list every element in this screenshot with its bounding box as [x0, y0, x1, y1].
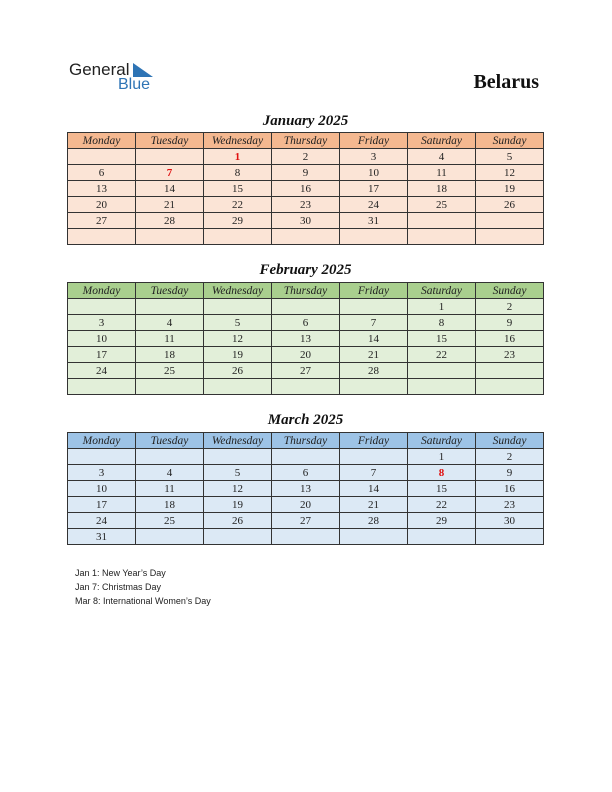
week-row: [68, 331, 544, 347]
day-cell: 19: [204, 347, 272, 363]
weekday-header: Sunday: [476, 433, 544, 449]
holiday-note: Jan 7: Christmas Day: [75, 582, 162, 592]
day-cell: 1: [204, 149, 272, 165]
day-cell: [476, 529, 544, 545]
weekday-header: Saturday: [408, 283, 476, 299]
weekday-header: Wednesday: [204, 133, 272, 149]
day-cell: 18: [136, 347, 204, 363]
day-cell: 12: [204, 331, 272, 347]
day-cell: 2: [272, 149, 340, 165]
day-cell: 6: [272, 315, 340, 331]
day-cell: 20: [68, 197, 136, 213]
weekday-header: Wednesday: [204, 283, 272, 299]
day-cell: 12: [476, 165, 544, 181]
day-cell: 20: [272, 497, 340, 513]
weekday-header: Thursday: [272, 133, 340, 149]
day-cell: 9: [476, 315, 544, 331]
day-cell: [136, 149, 204, 165]
day-cell: 13: [272, 481, 340, 497]
day-cell: 3: [68, 315, 136, 331]
day-cell: [272, 379, 340, 395]
day-cell: 4: [136, 465, 204, 481]
day-cell: [272, 449, 340, 465]
day-cell: 16: [476, 331, 544, 347]
day-cell: 24: [68, 513, 136, 529]
day-cell: 14: [340, 331, 408, 347]
day-cell: 3: [340, 149, 408, 165]
day-cell: [476, 229, 544, 245]
week-row: [68, 299, 544, 315]
calendar-january: [67, 132, 544, 245]
day-cell: 19: [204, 497, 272, 513]
day-cell: [136, 229, 204, 245]
weekday-header-row: [68, 283, 544, 299]
day-cell: 5: [204, 465, 272, 481]
weekday-header: Saturday: [408, 133, 476, 149]
day-cell: [476, 379, 544, 395]
day-cell: 25: [408, 197, 476, 213]
day-cell: 23: [272, 197, 340, 213]
day-cell: 15: [408, 331, 476, 347]
day-cell: 18: [408, 181, 476, 197]
week-row: [68, 529, 544, 545]
day-cell: 23: [476, 347, 544, 363]
day-cell: [204, 449, 272, 465]
day-cell: 17: [340, 181, 408, 197]
day-cell: [204, 379, 272, 395]
day-cell: 31: [340, 213, 408, 229]
holiday-note: Jan 1: New Year’s Day: [75, 568, 166, 578]
day-cell: 16: [476, 481, 544, 497]
day-cell: 10: [340, 165, 408, 181]
day-cell: [204, 529, 272, 545]
logo-text-blue: Blue: [118, 76, 151, 93]
day-cell: 28: [340, 363, 408, 379]
day-cell: 27: [272, 513, 340, 529]
week-row: [68, 347, 544, 363]
week-row: [68, 465, 544, 481]
weekday-header: Saturday: [408, 433, 476, 449]
day-cell: [68, 299, 136, 315]
day-cell: 8: [408, 465, 476, 481]
day-cell: 26: [204, 363, 272, 379]
week-row: [68, 449, 544, 465]
day-cell: [272, 529, 340, 545]
holiday-notes: [75, 566, 211, 608]
day-cell: 10: [68, 481, 136, 497]
day-cell: 9: [272, 165, 340, 181]
day-cell: 10: [68, 331, 136, 347]
day-cell: 15: [204, 181, 272, 197]
day-cell: 3: [68, 465, 136, 481]
day-cell: [68, 449, 136, 465]
day-cell: 27: [272, 363, 340, 379]
day-cell: 26: [204, 513, 272, 529]
day-cell: [340, 449, 408, 465]
day-cell: 24: [68, 363, 136, 379]
day-cell: [272, 229, 340, 245]
day-cell: 25: [136, 363, 204, 379]
day-cell: 20: [272, 347, 340, 363]
weekday-header-row: [68, 433, 544, 449]
weekday-header: Thursday: [272, 283, 340, 299]
logo-text-general: General: [69, 60, 130, 79]
day-cell: 6: [272, 465, 340, 481]
weekday-header: Tuesday: [136, 433, 204, 449]
day-cell: 2: [476, 449, 544, 465]
calendar-february: [67, 282, 544, 395]
day-cell: 7: [136, 165, 204, 181]
day-cell: [68, 379, 136, 395]
day-cell: 1: [408, 449, 476, 465]
month-title-march: March 2025: [267, 412, 344, 428]
day-cell: [136, 449, 204, 465]
day-cell: 25: [136, 513, 204, 529]
weekday-header: Sunday: [476, 133, 544, 149]
day-cell: [408, 363, 476, 379]
day-cell: 21: [340, 497, 408, 513]
day-cell: 28: [136, 213, 204, 229]
logo-flag-icon: [133, 63, 153, 77]
day-cell: 2: [476, 299, 544, 315]
day-cell: 26: [476, 197, 544, 213]
day-cell: 23: [476, 497, 544, 513]
day-cell: 27: [68, 213, 136, 229]
day-cell: 21: [340, 347, 408, 363]
week-row: [68, 379, 544, 395]
day-cell: [68, 149, 136, 165]
day-cell: 12: [204, 481, 272, 497]
week-row: [68, 513, 544, 529]
day-cell: 11: [408, 165, 476, 181]
day-cell: [136, 529, 204, 545]
weekday-header: Monday: [68, 433, 136, 449]
day-cell: 24: [340, 197, 408, 213]
day-cell: [340, 299, 408, 315]
day-cell: 8: [204, 165, 272, 181]
day-cell: 7: [340, 315, 408, 331]
week-row: [68, 165, 544, 181]
day-cell: 6: [68, 165, 136, 181]
day-cell: 29: [204, 213, 272, 229]
day-cell: [408, 379, 476, 395]
holiday-note: Mar 8: International Women’s Day: [75, 596, 211, 606]
month-title-february: February 2025: [259, 262, 352, 278]
day-cell: [340, 229, 408, 245]
day-cell: 7: [340, 465, 408, 481]
day-cell: 11: [136, 331, 204, 347]
day-cell: 5: [476, 149, 544, 165]
week-row: [68, 229, 544, 245]
week-row: [68, 481, 544, 497]
weekday-header: Monday: [68, 283, 136, 299]
weekday-header: Thursday: [272, 433, 340, 449]
day-cell: 4: [408, 149, 476, 165]
weekday-header-row: [68, 133, 544, 149]
day-cell: 1: [408, 299, 476, 315]
day-cell: [340, 529, 408, 545]
weekday-header: Sunday: [476, 283, 544, 299]
day-cell: 19: [476, 181, 544, 197]
day-cell: [136, 299, 204, 315]
weekday-header: Tuesday: [136, 283, 204, 299]
week-row: [68, 197, 544, 213]
day-cell: 13: [68, 181, 136, 197]
day-cell: 18: [136, 497, 204, 513]
weekday-header: Monday: [68, 133, 136, 149]
day-cell: [408, 213, 476, 229]
weekday-header: Friday: [340, 283, 408, 299]
day-cell: 17: [68, 497, 136, 513]
week-row: [68, 363, 544, 379]
month-title-january: January 2025: [262, 113, 349, 129]
day-cell: [204, 229, 272, 245]
week-row: [68, 149, 544, 165]
day-cell: 4: [136, 315, 204, 331]
day-cell: 28: [340, 513, 408, 529]
weekday-header: Tuesday: [136, 133, 204, 149]
week-row: [68, 213, 544, 229]
day-cell: 21: [136, 197, 204, 213]
day-cell: 15: [408, 481, 476, 497]
day-cell: 8: [408, 315, 476, 331]
week-row: [68, 315, 544, 331]
day-cell: 30: [476, 513, 544, 529]
day-cell: [476, 213, 544, 229]
weekday-header: Friday: [340, 433, 408, 449]
day-cell: 11: [136, 481, 204, 497]
weekday-header: Wednesday: [204, 433, 272, 449]
day-cell: 14: [340, 481, 408, 497]
day-cell: 14: [136, 181, 204, 197]
day-cell: 5: [204, 315, 272, 331]
day-cell: 22: [408, 347, 476, 363]
brand-logo: [69, 60, 169, 96]
day-cell: [476, 363, 544, 379]
day-cell: 22: [408, 497, 476, 513]
weekday-header: Friday: [340, 133, 408, 149]
day-cell: [204, 299, 272, 315]
day-cell: 9: [476, 465, 544, 481]
day-cell: 17: [68, 347, 136, 363]
week-row: [68, 497, 544, 513]
day-cell: 31: [68, 529, 136, 545]
day-cell: 29: [408, 513, 476, 529]
day-cell: [408, 529, 476, 545]
country-title: Belarus: [473, 71, 539, 93]
day-cell: 30: [272, 213, 340, 229]
day-cell: 22: [204, 197, 272, 213]
day-cell: [408, 229, 476, 245]
day-cell: [340, 379, 408, 395]
day-cell: 13: [272, 331, 340, 347]
day-cell: [68, 229, 136, 245]
day-cell: 16: [272, 181, 340, 197]
day-cell: [136, 379, 204, 395]
day-cell: [272, 299, 340, 315]
calendar-march: [67, 432, 544, 545]
week-row: [68, 181, 544, 197]
